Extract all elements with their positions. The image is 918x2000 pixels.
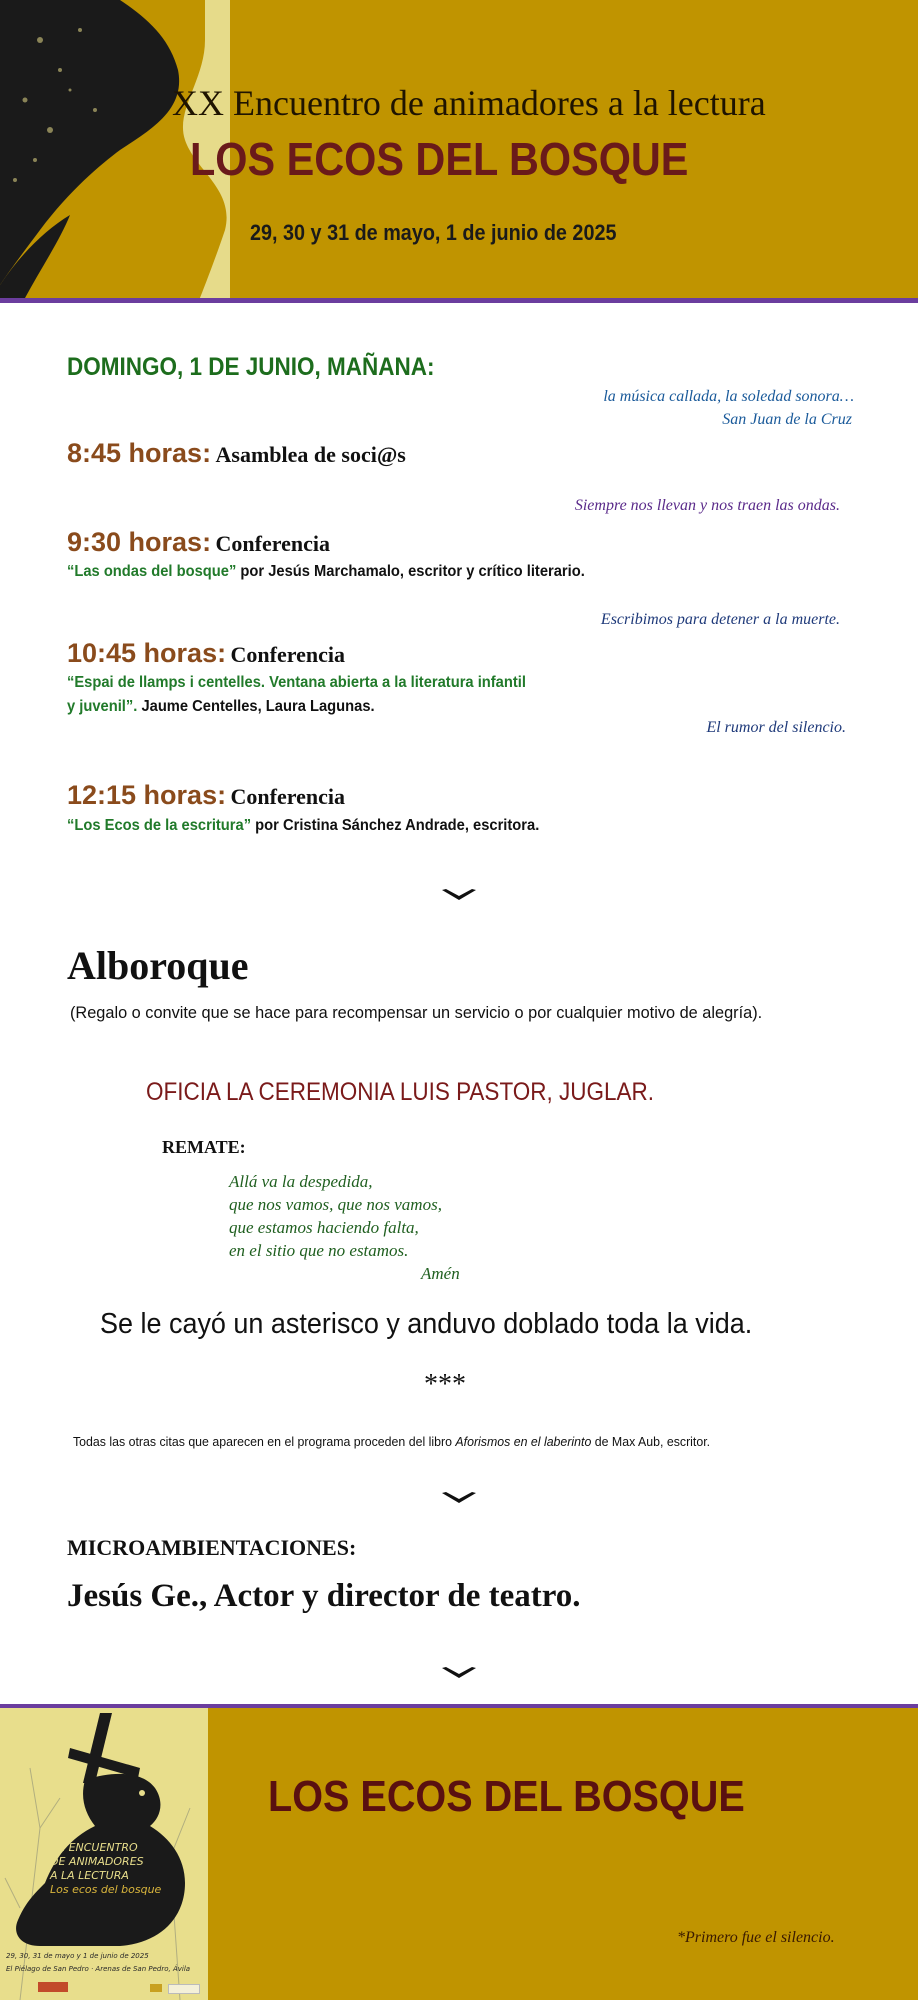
event-conference-1 [67, 527, 330, 558]
quote-death: Escribimos para detener a la muerte. [600, 611, 840, 628]
quotes-note-text [73, 1434, 710, 1449]
alboroque-definition [70, 1003, 791, 1023]
poem-end: Amén [421, 1264, 460, 1283]
poem-line: que estamos haciendo falta, [229, 1218, 419, 1237]
poster-title [50, 1841, 161, 1897]
quote-silence-rumor: El rumor del silencio. [706, 719, 846, 736]
day-title [67, 353, 475, 382]
ceremony-officiant [146, 1078, 711, 1107]
talk-title: “Los Ecos de la escritura” [67, 817, 252, 834]
event-time: 10:45 horas: [67, 638, 227, 668]
event-time: 12:15 horas: [67, 780, 227, 810]
chevron-down-icon [441, 1491, 477, 1505]
poem-line: que nos vamos, que nos vamos, [229, 1195, 442, 1214]
micro-label: MICROAMBIENTACIONES: [67, 1535, 357, 1560]
day-title-text: DOMINGO, 1 DE JUNIO, MAÑANA: [67, 353, 435, 381]
event-conference-1-desc [67, 561, 630, 583]
poster-line: XX ENCUENTRO [50, 1841, 138, 1854]
talk-title-line1: “Espai de llamps i centelles. Ventana abierta a la literatura infantil [67, 674, 526, 691]
note-book-title: Aforismos en el laberinto [455, 1434, 592, 1449]
event-conference-3-desc [67, 815, 580, 837]
aphorism-text: Se le cayó un asterisco y anduvo doblado toda la vida. [100, 1308, 753, 1340]
event-time: 8:45 horas: [67, 438, 212, 468]
alboroque-definition-text: (Regalo o convite que se hace para recompensar un servicio o por cualquier motivo de alegría). [70, 1003, 763, 1022]
event-type: Asamblea de soci@s [215, 442, 406, 467]
intro-quote-line1: la música callada, la soledad sonora… [603, 388, 854, 405]
event-assembly [67, 438, 406, 469]
talk-speaker: Jaume Centelles, Laura Lagunas. [137, 698, 375, 715]
event-type: Conferencia [230, 784, 345, 809]
header-divider [0, 298, 918, 303]
talk-speaker: por Cristina Sánchez Andrade, escritora. [251, 817, 540, 834]
event-dates [250, 220, 657, 246]
poem [229, 1170, 442, 1262]
event-conference-3 [67, 780, 345, 811]
talk-title: “Las ondas del bosque” [67, 563, 237, 580]
micro-name: Jesús Ge., Actor y director de teatro. [67, 1578, 581, 1614]
footer-title-text: LOS ECOS DEL BOSQUE [268, 1772, 745, 1821]
event-subtitle: XX Encuentro de animadores a la lectura [172, 83, 766, 123]
desc-wrapper [67, 561, 585, 583]
poster-line: Los ecos del bosque [50, 1883, 162, 1896]
alboroque-title: Alboroque [67, 943, 249, 988]
desc-wrapper [67, 696, 375, 718]
stars-separator: *** [424, 1369, 466, 1400]
event-time: 9:30 horas: [67, 527, 212, 557]
intro-quote-author: San Juan de la Cruz [722, 411, 852, 428]
chevron-down-icon [441, 1666, 477, 1680]
header-banner [0, 0, 918, 298]
sponsor-logo [38, 1982, 68, 1992]
poster-line: A LA LECTURA [50, 1869, 129, 1882]
event-title [190, 132, 744, 186]
poster-dates: 29, 30, 31 de mayo y 1 de junio de 2025 [6, 1952, 149, 1960]
note-suffix: de Max Aub, escritor. [591, 1434, 711, 1449]
quotes-note [73, 1433, 744, 1451]
event-conference-2 [67, 638, 345, 669]
event-poster [0, 1708, 208, 2000]
talk-title-line2: y juvenil”. [67, 698, 138, 715]
event-dates-text: 29, 30 y 31 de mayo, 1 de junio de 2025 [250, 220, 617, 245]
talk-speaker: por Jesús Marchamalo, escritor y crítico literario. [236, 563, 585, 580]
event-conference-2-desc [67, 672, 566, 694]
poster-place: El Piélago de San Pedro · Arenas de San Pedro, Ávila [6, 1965, 191, 1973]
note-prefix: Todas las otras citas que aparecen en el programa proceden del libro [73, 1434, 456, 1449]
event-type: Conferencia [230, 642, 345, 667]
aphorism [100, 1308, 801, 1341]
footer-quote: *Primero fue el silencio. [677, 1929, 835, 1946]
poem-line: Allá va la despedida, [229, 1172, 373, 1191]
event-title-text: LOS ECOS DEL BOSQUE [190, 133, 689, 185]
event-type: Conferencia [215, 531, 330, 556]
sponsor-logo [150, 1984, 162, 1992]
footer-title [268, 1772, 798, 1822]
chevron-down-icon [441, 888, 477, 902]
remate-label: REMATE: [162, 1137, 246, 1157]
sponsor-logo [168, 1984, 200, 1994]
poem-line: en el sitio que no estamos. [229, 1241, 409, 1260]
desc-wrapper [67, 815, 539, 837]
quote-waves: Siempre nos llevan y nos traen las ondas. [574, 497, 840, 514]
ceremony-officiant-text: OFICIA LA CEREMONIA LUIS PASTOR, JUGLAR. [146, 1078, 655, 1106]
event-conference-2-desc2 [67, 696, 401, 718]
poster-line: DE ANIMADORES [50, 1855, 144, 1868]
